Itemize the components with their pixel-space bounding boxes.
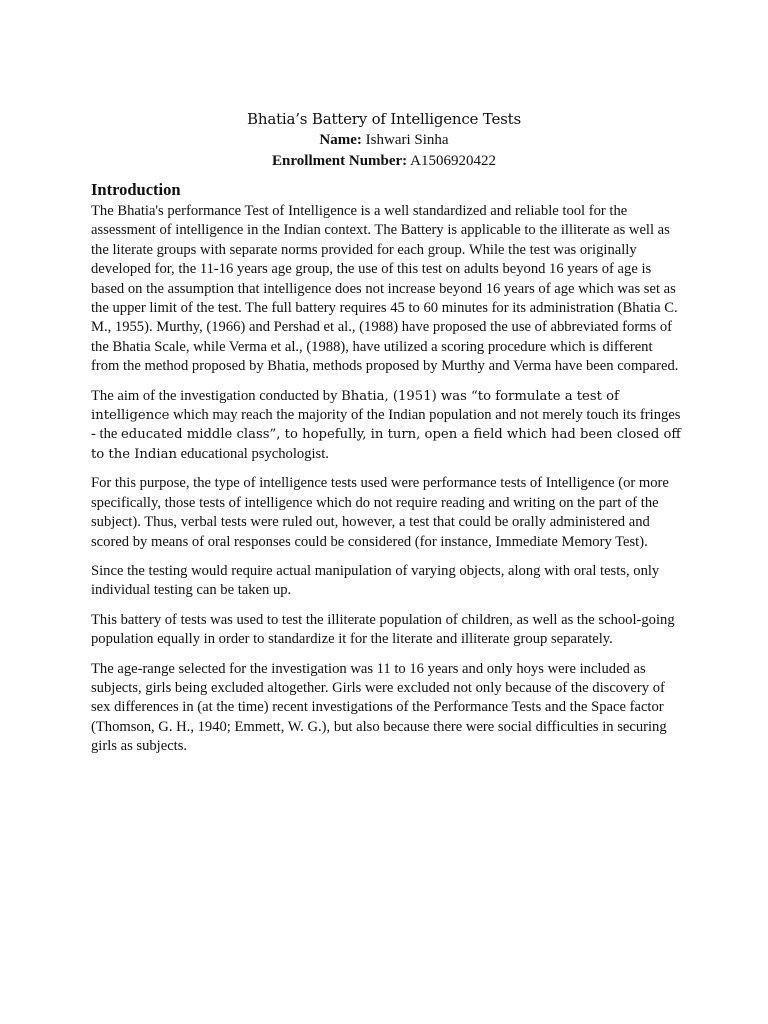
enrollment-value: A1506920422	[407, 153, 496, 169]
name-line	[0, 130, 768, 151]
document-body	[91, 178, 681, 767]
name-label: Name:	[319, 132, 362, 148]
paragraph-age-range: The age-range selected for the investigation was 11 to 16 years and only hoys were included as subjects, girls being excluded altogether. Girls were excluded not only because of the discovery of sex differences in (at the time) recent investigations of the Performance Tests and the Space factor (Thomson, G. H., 1940; Emmett, W. G.), but also because there were social difficulties in securing girls as subjects.	[91, 660, 667, 755]
name-value: Ishwari Sinha	[361, 132, 449, 148]
aim-text-2: Bhatia, (1951) was “to formulate a test of intelligence	[91, 388, 619, 424]
aim-text-1: The aim of the investigation conducted by	[91, 387, 342, 404]
paragraph-manipulation: Since the testing would require actual manipulation of varying objects, along with oral tests, only individual testing can be taken up.	[91, 562, 660, 599]
enrollment-line	[0, 151, 768, 172]
enrollment-label: Enrollment Number:	[272, 153, 408, 169]
paragraph-intro: The Bhatia's performance Test of Intelligence is a well standardized and reliable tool for the assessment of intelligence in the Indian context. The Battery is applicable to the illiterate as well as the literate groups with separate norms provided for each group. While the test was originally developed for, the 11-16 years age group, the use of this test on adults beyond 16 years of age is based on the assumption that intelligence does not increase beyond 16 years of age which was set as the upper limit of the test. The full battery requires 45 to 60 minutes for its administration (Bhatia C. M., 1955). Murthy, (1966) and Pershad et al., (1988) have proposed the use of abbreviated forms of the Bhatia Scale, while Verma et al., (1988), have utilized a scoring procedure which is different from the method proposed by Bhatia, methods proposed by Murthy and Verma have been compared.	[91, 203, 679, 375]
document-title: Bhatia’s Battery of Intelligence Tests	[247, 110, 521, 128]
aim-text-4: educated middle class”, to hopefully, in turn, open a field which had been closed off to the Indian	[91, 427, 681, 462]
paragraph-purpose: For this purpose, the type of intelligence tests used were performance tests of Intelligence (or more specifically, those tests of intelligence which do not require reading and writing on the part of the subject). Thus, verbal tests were ruled out, however, a test that could be orally administered and scored by means of oral responses could be considered (for instance, Immediate Memory Test).	[91, 475, 669, 550]
aim-text-3: which may reach the majority of the Indian population and not merely touch its fringes - the	[91, 407, 681, 443]
aim-text-5: educational psychologist.	[176, 445, 329, 462]
paragraph-aim	[91, 387, 681, 465]
document-header	[0, 108, 768, 172]
paragraph-population: This battery of tests was used to test the illiterate population of children, as well as the school-going population equally in order to standardize it for the literate and illiterate group separately.	[91, 611, 675, 648]
section-heading-introduction: Introduction	[91, 180, 181, 199]
